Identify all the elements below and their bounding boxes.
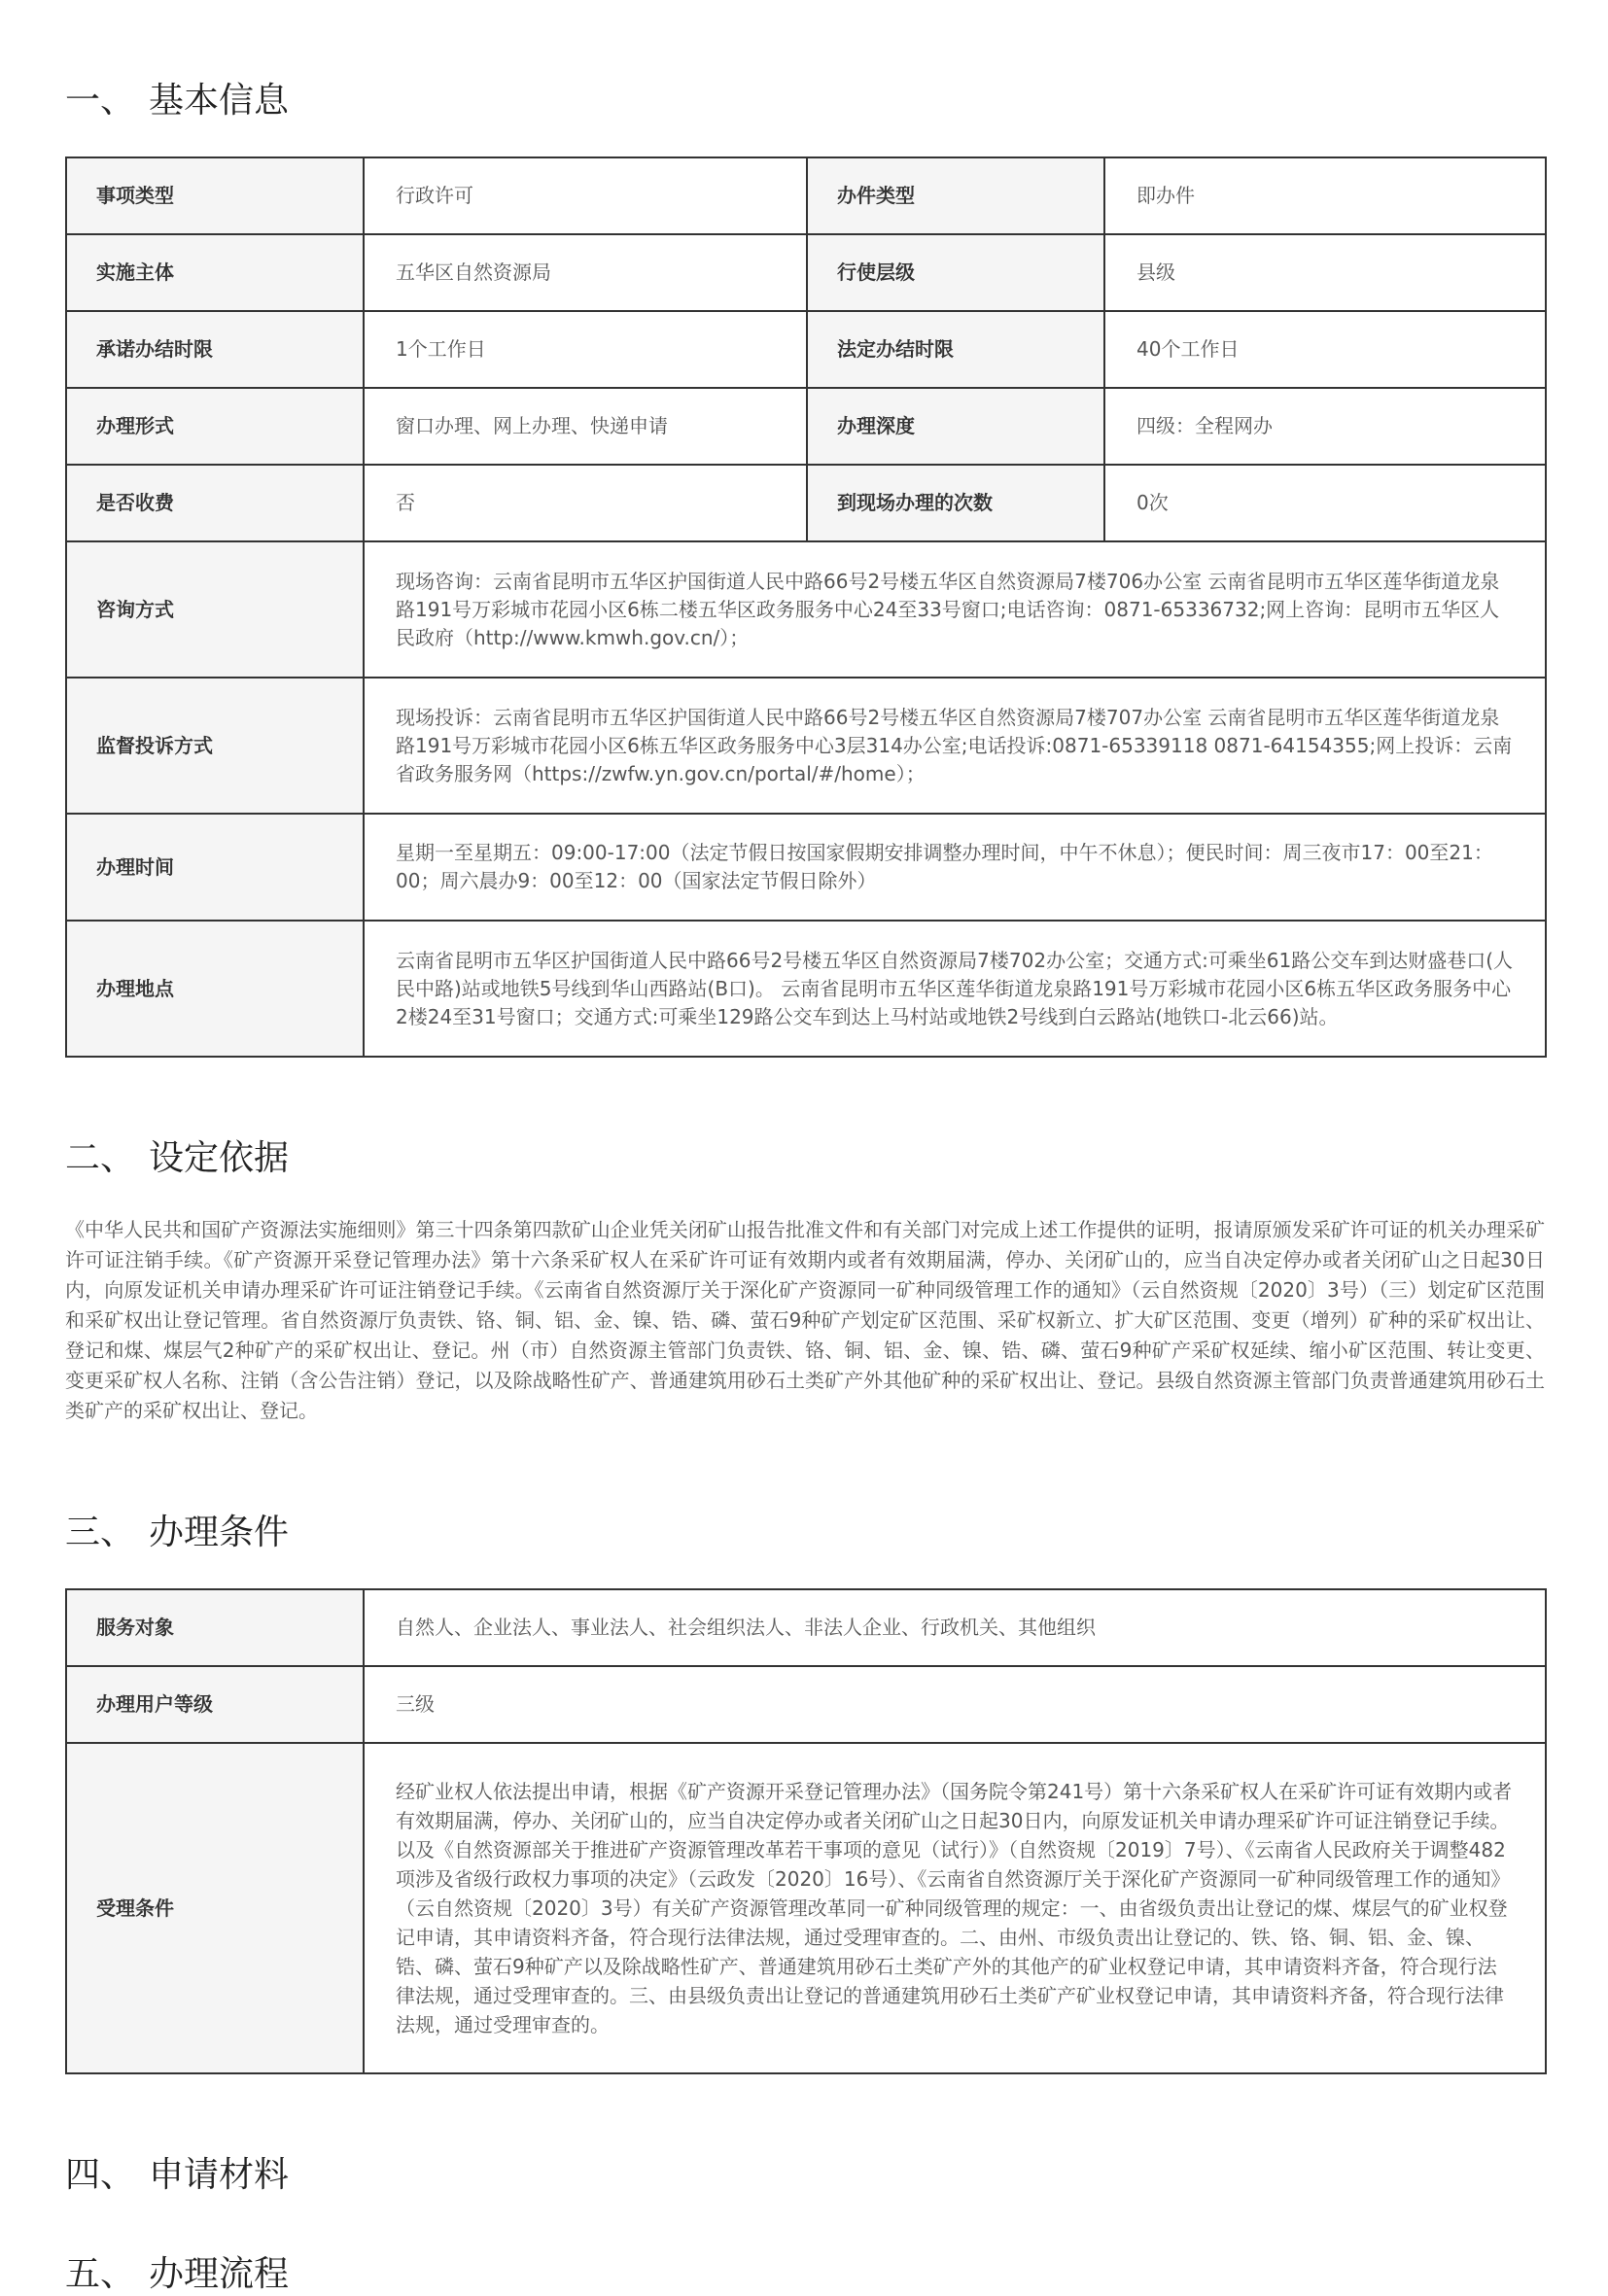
- table-row: [66, 814, 1546, 921]
- value-cell: 星期一至星期五：09:00-17:00（法定节假日按国家假期安排调整办理时间，中午不休息）；便民时间：周三夜市17：00至21：00；周六晨办9：00至12：00（国家法定节假日除外）: [364, 814, 1546, 921]
- label-cell: 办理用户等级: [66, 1666, 364, 1743]
- value-cell: 现场咨询：云南省昆明市五华区护国街道人民中路66号2号楼五华区自然资源局7楼706办公室 云南省昆明市五华区莲华街道龙泉路191号万彩城市花园小区6栋二楼五华区政务服务中心24至33号窗口;电话咨询：0871-65336732;网上咨询：昆明市五华区人民政府（http://www.kmwh.gov.cn/）；: [364, 541, 1546, 678]
- value-cell: 窗口办理、网上办理、快递申请: [364, 388, 807, 465]
- table-row: [66, 678, 1546, 814]
- section-title-materials: 四、 申请材料: [65, 2155, 290, 2195]
- table-row: [66, 234, 1546, 311]
- value-cell: 四级：全程网办: [1104, 388, 1546, 465]
- label-cell: 服务对象: [66, 1589, 364, 1666]
- label-cell: 法定办结时限: [807, 311, 1104, 388]
- section-title-process: 五、 办理流程: [65, 2254, 290, 2294]
- section-title-conditions: 三、 办理条件: [65, 1513, 290, 1552]
- label-cell: 咨询方式: [66, 541, 364, 678]
- table-row: [66, 157, 1546, 234]
- table-row: [66, 1666, 1546, 1743]
- table-row: [66, 1589, 1546, 1666]
- value-cell: 五华区自然资源局: [364, 234, 807, 311]
- table-row: [66, 541, 1546, 678]
- value-cell: 1个工作日: [364, 311, 807, 388]
- value-cell: 自然人、企业法人、事业法人、社会组织法人、非法人企业、行政机关、其他组织: [364, 1589, 1546, 1666]
- table-row: [66, 465, 1546, 541]
- label-cell: 行使层级: [807, 234, 1104, 311]
- value-cell: 云南省昆明市五华区护国街道人民中路66号2号楼五华区自然资源局7楼702办公室；交通方式:可乘坐61路公交车到达财盛巷口(人民中路)站或地铁5号线到华山西路站(B口)。 云南省昆明市五华区莲华街道龙泉路191号万彩城市花园小区6栋五华区政务服务中心2楼24至31号窗口；交通方式:可乘坐129路公交车到达上马村站或地铁2号线到白云路站(地铁口-北云66)站。: [364, 921, 1546, 1057]
- label-cell: 办理地点: [66, 921, 364, 1057]
- table-row: [66, 1743, 1546, 2073]
- value-cell: 即办件: [1104, 157, 1546, 234]
- table-row: [66, 311, 1546, 388]
- label-cell: 办件类型: [807, 157, 1104, 234]
- value-cell: 40个工作日: [1104, 311, 1546, 388]
- value-cell: 经矿业权人依法提出申请，根据《矿产资源开采登记管理办法》（国务院令第241号）第十六条采矿权人在采矿许可证有效期内或者有效期届满，停办、关闭矿山的，应当自决定停办或者关闭矿山之日起30日内，向原发证机关申请办理采矿许可证注销登记手续。以及《自然资源部关于推进矿产资源管理改革若干事项的意见（试行）》（自然资规〔2019〕7号）、《云南省人民政府关于调整482项涉及省级行政权力事项的决定》（云政发〔2020〕16号）、《云南省自然资源厅关于深化矿产资源同一矿种同级管理工作的通知》（云自然资规〔2020〕3号）有关矿产资源管理改革同一矿种同级管理的规定：一、由省级负责出让登记的煤、煤层气的矿业权登记申请，其申请资料齐备，符合现行法律法规，通过受理审查的。二、由州、市级负责出让登记的、铁、铬、铜、铝、金、镍、锆、磷、萤石9种矿产以及除战略性矿产、普通建筑用砂石土类矿产外的其他产的矿业权登记申请，其申请资料齐备，符合现行法律法规，通过受理审查的。三、由县级负责出让登记的普通建筑用砂石土类矿产矿业权登记申请，其申请资料齐备，符合现行法律法规，通过受理审查的。: [364, 1743, 1546, 2073]
- label-cell: 到现场办理的次数: [807, 465, 1104, 541]
- conditions-table: [65, 1588, 1547, 2074]
- label-cell: 受理条件: [66, 1743, 364, 2073]
- table-row: [66, 921, 1546, 1057]
- section-title-basis: 二、 设定依据: [65, 1138, 290, 1178]
- section-title-basic-info: 一、 基本信息: [65, 81, 290, 121]
- basic-info-table: [65, 157, 1547, 1058]
- label-cell: 办理时间: [66, 814, 364, 921]
- value-cell: 否: [364, 465, 807, 541]
- label-cell: 办理深度: [807, 388, 1104, 465]
- label-cell: 事项类型: [66, 157, 364, 234]
- label-cell: 监督投诉方式: [66, 678, 364, 814]
- value-cell: 现场投诉：云南省昆明市五华区护国街道人民中路66号2号楼五华区自然资源局7楼707办公室 云南省昆明市五华区莲华街道龙泉路191号万彩城市花园小区6栋五华区政务服务中心3层314办公室;电话投诉:0871-65339118 0871-64154355;网上投诉：云南省政务服务网（https://zwfw.yn.gov.cn/portal/#/home）；: [364, 678, 1546, 814]
- value-cell: 行政许可: [364, 157, 807, 234]
- basis-paragraph: 《中华人民共和国矿产资源法实施细则》第三十四条第四款矿山企业凭关闭矿山报告批准文件和有关部门对完成上述工作提供的证明，报请原颁发采矿许可证的机关办理采矿许可证注销手续。《矿产资源开采登记管理办法》第十六条采矿权人在采矿许可证有效期内或者有效期届满，停办、关闭矿山的，应当自决定停办或者关闭矿山之日起30日内，向原发证机关申请办理采矿许可证注销登记手续。《云南省自然资源厅关于深化矿产资源同一矿种同级管理工作的通知》（云自然资规〔2020〕3号）（三）划定矿区范围和采矿权出让登记管理。省自然资源厅负责铁、铬、铜、铝、金、镍、锆、磷、萤石9种矿产划定矿区范围、采矿权新立、扩大矿区范围、变更（增列）矿种的采矿权出让、登记和煤、煤层气2种矿产的采矿权出让、登记。州（市）自然资源主管部门负责铁、铬、铜、铝、金、镍、锆、磷、萤石9种矿产采矿权延续、缩小矿区范围、转让变更、变更采矿权人名称、注销（含公告注销）登记，以及除战略性矿产、普通建筑用砂石土类矿产外其他矿种的采矿权出让、登记。县级自然资源主管部门负责普通建筑用砂石土类矿产的采矿权出让、登记。: [65, 1218, 1545, 1422]
- value-cell: 0次: [1104, 465, 1546, 541]
- value-cell: 三级: [364, 1666, 1546, 1743]
- table-row: [66, 388, 1546, 465]
- label-cell: 承诺办结时限: [66, 311, 364, 388]
- label-cell: 实施主体: [66, 234, 364, 311]
- label-cell: 办理形式: [66, 388, 364, 465]
- value-cell: 县级: [1104, 234, 1546, 311]
- label-cell: 是否收费: [66, 465, 364, 541]
